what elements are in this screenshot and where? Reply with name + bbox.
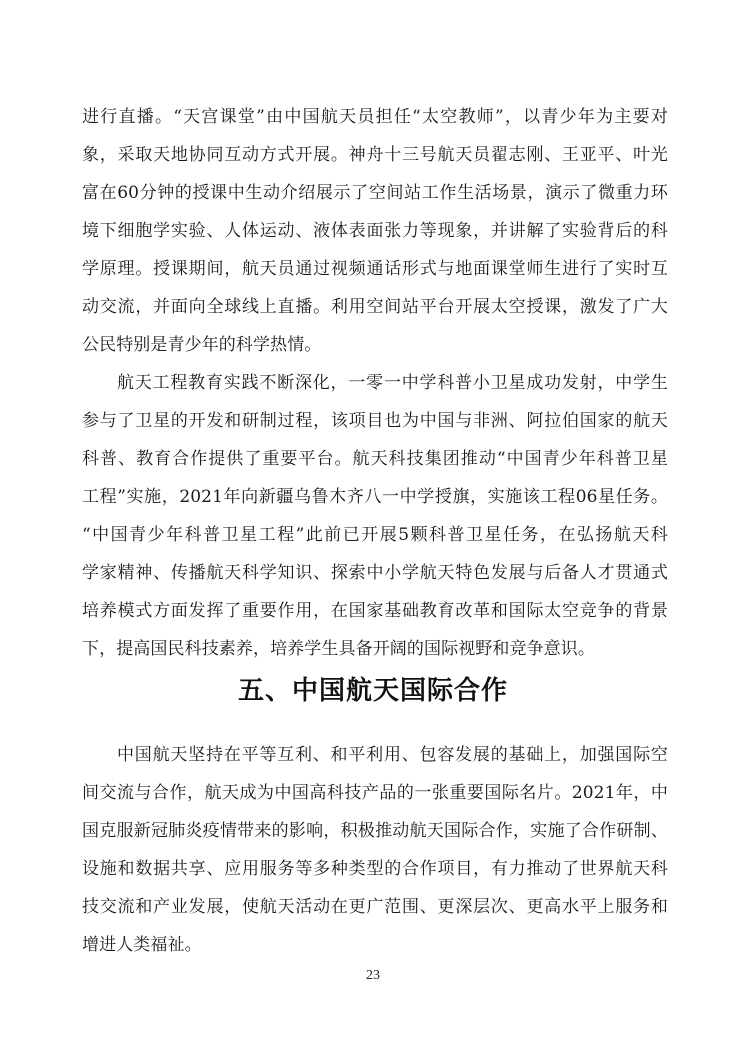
- paragraph-3-line-5: 技交流和产业发展，使航天活动在更广范围、更深层次、更高水平上服务和: [82, 897, 668, 917]
- paragraph-3-line-3: 国克服新冠肺炎疫情带来的影响，积极推动航天国际合作，实施了合作研制、: [82, 821, 668, 841]
- paragraph-2-line-7: 培养模式方面发挥了重要作用，在国家基础教育改革和国际太空竞争的背景: [82, 601, 668, 621]
- paragraph-2-line-8: 下，提高国民科技素养，培养学生具备开阔的国际视野和竞争意识。: [82, 639, 595, 659]
- paragraph-3-line-1: 中国航天坚持在平等互利、和平利用、包容发展的基础上，加强国际空: [117, 745, 668, 765]
- paragraph-1-line-3: 富在60分钟的授课中生动介绍展示了空间站工作生活场景，演示了微重力环: [82, 183, 668, 203]
- paragraph-2-line-2: 参与了卫星的开发和研制过程，该项目也为中国与非洲、阿拉伯国家的航天: [82, 411, 668, 431]
- section-heading: 五、中国航天国际合作: [237, 676, 508, 706]
- paragraph-2-line-3: 科普、教育合作提供了重要平台。航天科技集团推动“中国青少年科普卫星: [82, 449, 668, 469]
- paragraph-2-line-1: 航天工程教育实践不断深化，一零一中学科普小卫星成功发射，中学生: [117, 373, 668, 393]
- paragraph-1-line-2: 象，采取天地协同互动方式开展。神舟十三号航天员翟志刚、王亚平、叶光: [82, 145, 668, 165]
- paragraph-3-line-6: 增进人类福祉。: [82, 935, 202, 955]
- paragraph-2-line-5: “中国青少年科普卫星工程”此前已开展5颗科普卫星任务，在弘扬航天科: [82, 525, 668, 545]
- paragraph-2-line-6: 学家精神、传播航天科学知识、探索中小学航天特色发展与后备人才贯通式: [82, 563, 668, 583]
- paragraph-1-line-7: 公民特别是青少年的科学热情。: [82, 335, 322, 355]
- paragraph-1-line-5: 学原理。授课期间，航天员通过视频通话形式与地面课堂师生进行了实时互: [82, 259, 668, 279]
- page-number: 23: [366, 968, 380, 983]
- paragraph-1-line-1: 进行直播。“天宫课堂”由中国航天员担任“太空教师”，以青少年为主要对: [82, 107, 668, 127]
- paragraph-1-line-4: 境下细胞学实验、人体运动、液体表面张力等现象，并讲解了实验背后的科: [82, 221, 668, 241]
- paragraph-3-line-4: 设施和数据共享、应用服务等多种类型的合作项目，有力推动了世界航天科: [82, 859, 668, 879]
- paragraph-2-line-4: 工程”实施，2021年向新疆乌鲁木齐八一中学授旗，实施该工程06星任务。: [82, 487, 668, 507]
- paragraph-1-line-6: 动交流，并面向全球线上直播。利用空间站平台开展太空授课，激发了广大: [82, 297, 668, 317]
- paragraph-3-line-2: 间交流与合作，航天成为中国高科技产品的一张重要国际名片。2021年，中: [82, 783, 668, 803]
